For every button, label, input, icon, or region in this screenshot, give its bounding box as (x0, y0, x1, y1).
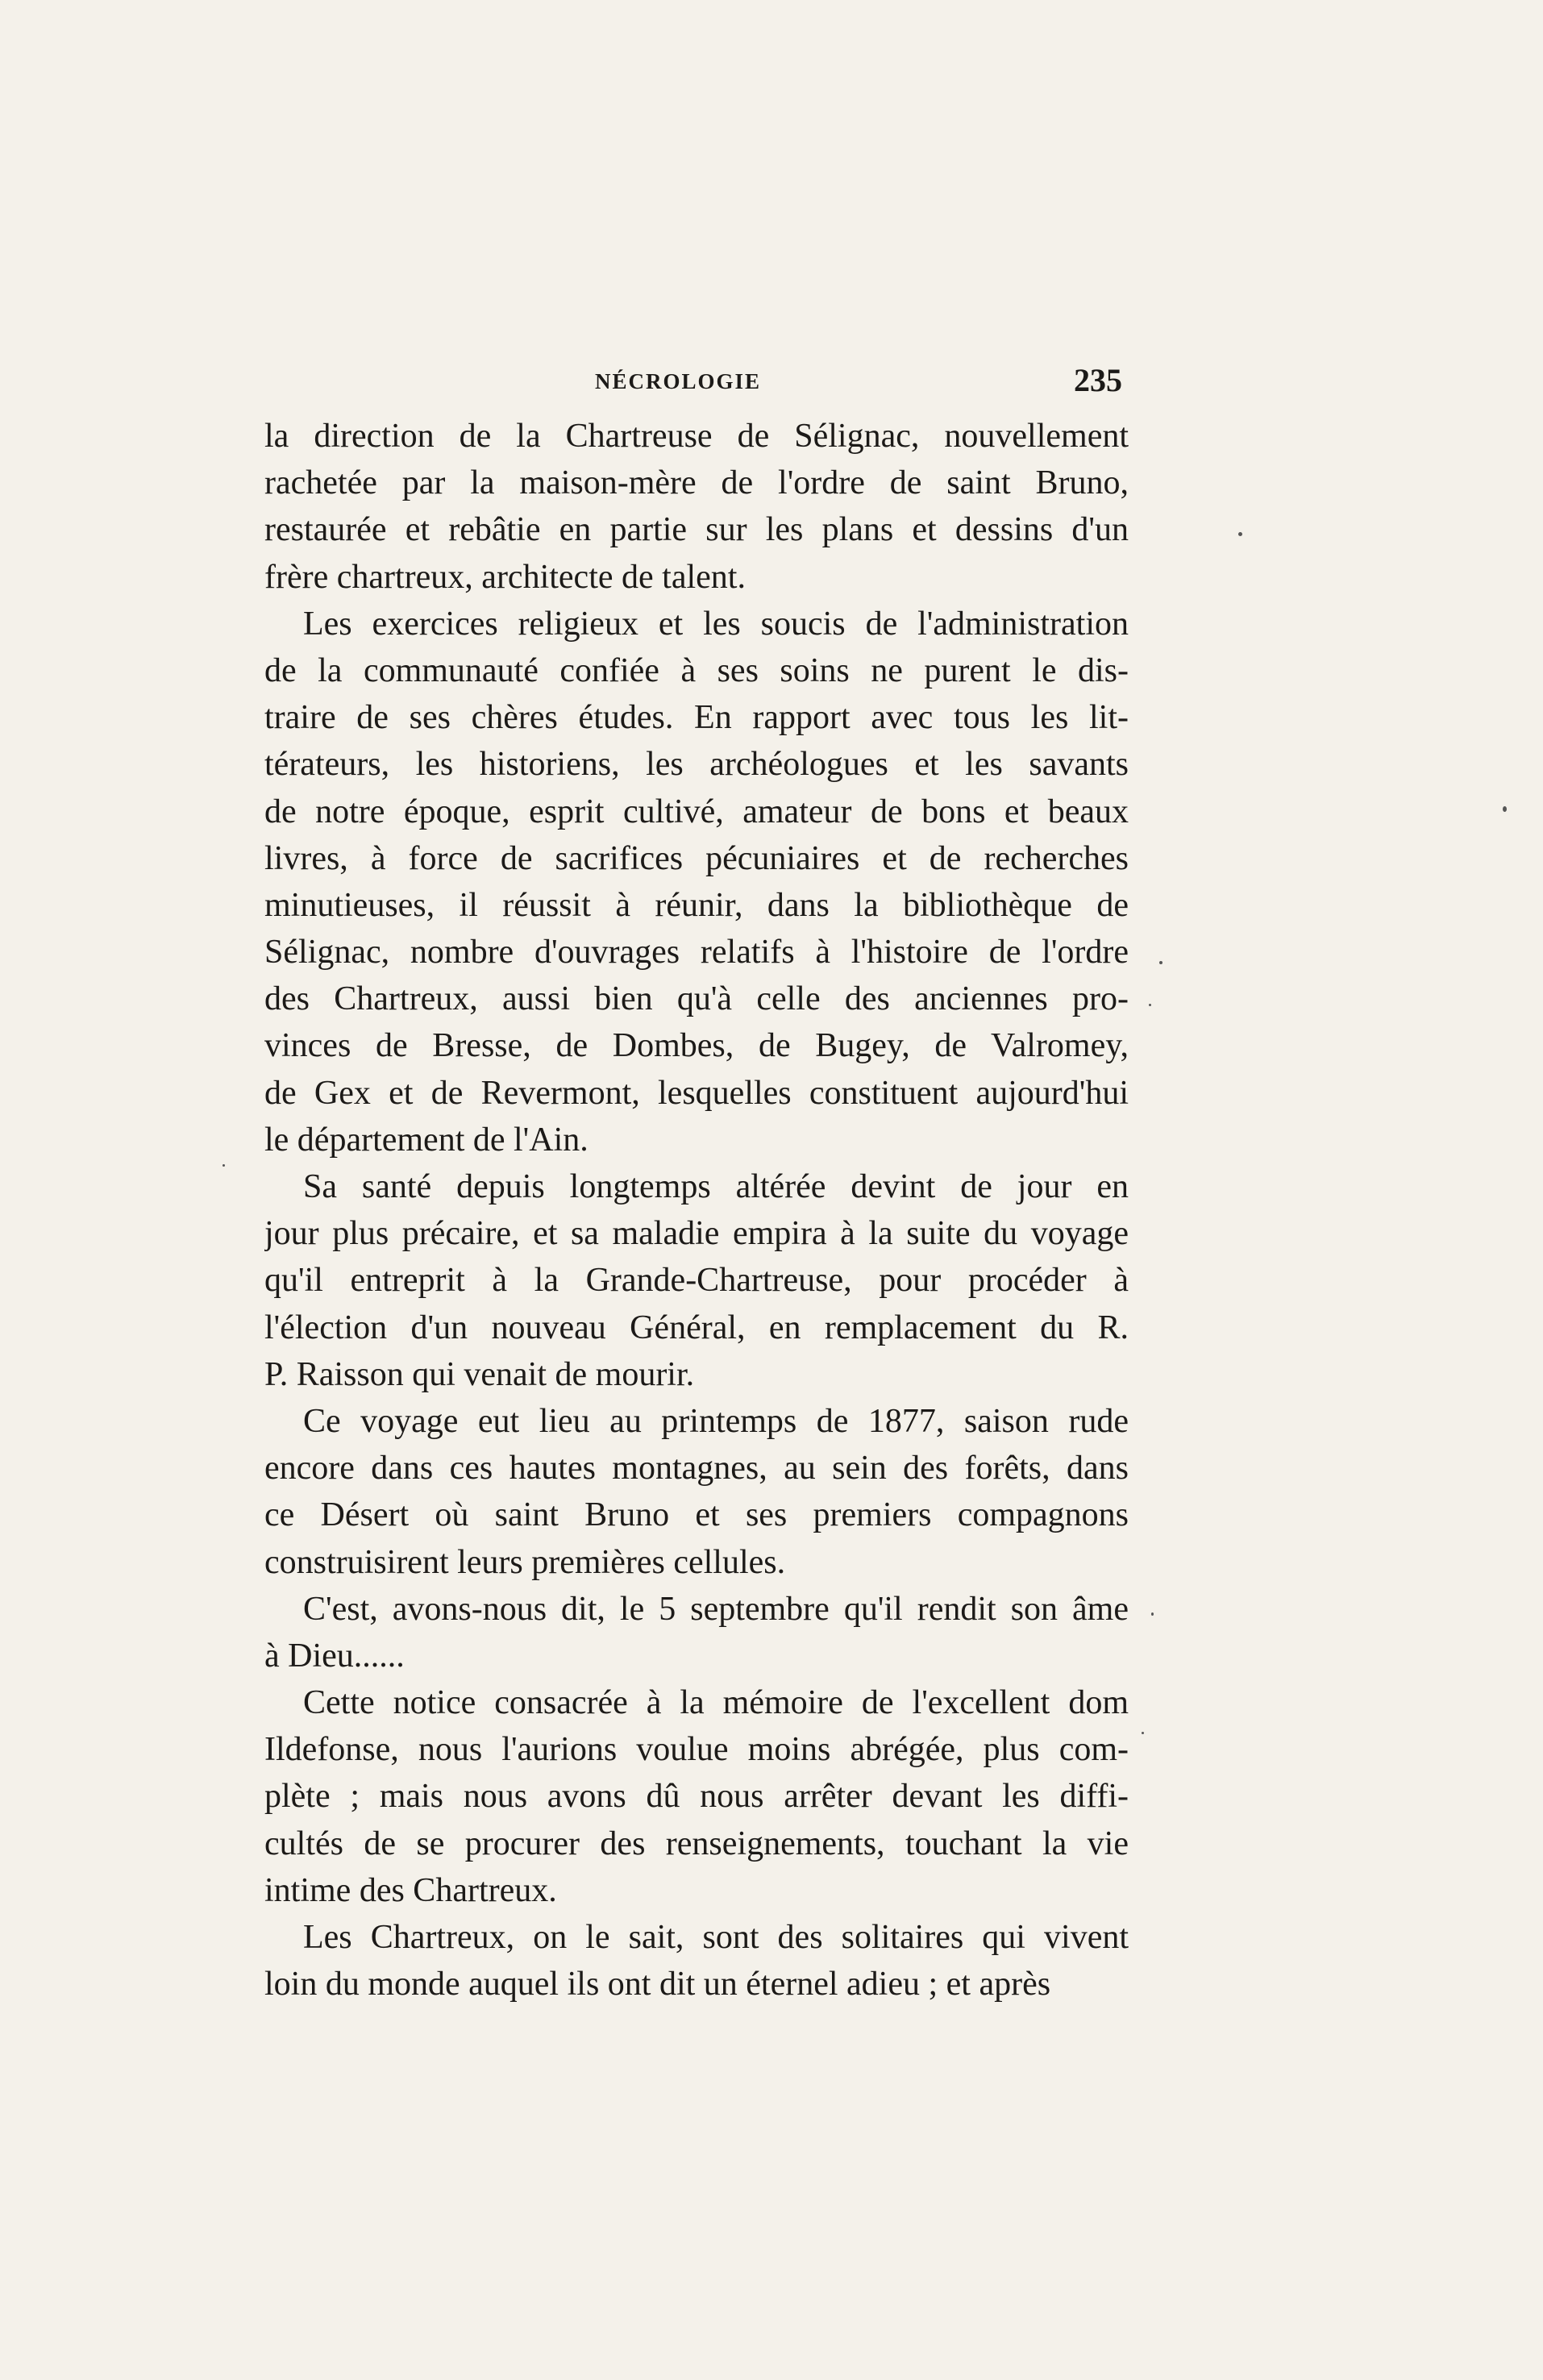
text-line: P. Raisson qui venait de mourir. (264, 1355, 695, 1393)
paper-speck (1159, 961, 1162, 964)
text-line: Les Chartreux, on le sait, sont des solitaires qui vivent (303, 1919, 1129, 1956)
paper-speck (1238, 532, 1242, 536)
text-line: à Dieu...... (264, 1637, 405, 1675)
text-line: traire de ses chères études. En rapport avec tous les lit- (264, 699, 1129, 737)
text-line: Les exercices religieux et les soucis de l'administration (303, 605, 1129, 643)
text-line: ce Désert où saint Bruno et ses premiers compagnons (264, 1496, 1129, 1534)
text-line: rachetée par la maison-mère de l'ordre de saint Bruno, (264, 464, 1129, 502)
running-head: NÉCROLOGIE (595, 369, 762, 393)
paper-speck (1149, 1004, 1151, 1006)
text-line: vinces de Bresse, de Dombes, de Bugey, de Valromey, (264, 1027, 1129, 1065)
text-line: livres, à force de sacrifices pécuniaires et de recherches (264, 839, 1129, 877)
text-line: de la communauté confiée à ses soins ne purent le dis- (264, 651, 1129, 689)
text-line: encore dans ces hautes montagnes, au sein des forêts, dans (264, 1450, 1129, 1488)
page-header (264, 361, 1138, 406)
page-number: 235 (1074, 362, 1122, 398)
text-line: térateurs, les historiens, les archéologues et les savants (264, 746, 1129, 784)
paper-speck (1151, 1612, 1154, 1616)
text-line: C'est, avons-nous dit, le 5 septembre qu'il rendit son âme (303, 1590, 1129, 1628)
text-line: Sa santé depuis longtemps altérée devint de jour en (303, 1168, 1129, 1205)
text-line: Sélignac, nombre d'ouvrages relatifs à l'histoire de l'ordre (264, 934, 1129, 972)
text-line: restaurée et rebâtie en partie sur les plans et dessins d'un (264, 511, 1129, 549)
text-line: cultés de se procurer des renseignements, touchant la vie (264, 1825, 1129, 1862)
text-line: le département de l'Ain. (264, 1121, 589, 1159)
text-line: de Gex et de Revermont, lesquelles constituent aujourd'hui (264, 1074, 1129, 1112)
text-line: de notre époque, esprit cultivé, amateur de bons et beaux (264, 793, 1129, 830)
text-line: intime des Chartreux. (264, 1871, 557, 1909)
text-line: minutieuses, il réussit à réunir, dans la bibliothèque de (264, 886, 1129, 924)
text-line: Cette notice consacrée à la mémoire de l'excellent dom (303, 1684, 1129, 1722)
text-line: plète ; mais nous avons dû nous arrêter devant les diffi- (264, 1778, 1129, 1816)
text-line: frère chartreux, architecte de talent. (264, 558, 746, 596)
text-line: Ce voyage eut lieu au printemps de 1877, saison rude (303, 1402, 1129, 1440)
text-line: l'élection d'un nouveau Général, en remplacement du R. (264, 1309, 1129, 1346)
text-line: construisirent leurs premières cellules. (264, 1543, 786, 1581)
text-line: Ildefonse, nous l'aurions voulue moins abrégée, plus com- (264, 1731, 1129, 1769)
body-text (264, 413, 1129, 2008)
text-line: des Chartreux, aussi bien qu'à celle des anciennes pro- (264, 980, 1129, 1018)
paper-speck (223, 1164, 225, 1167)
text-line: loin du monde auquel ils ont dit un éternel adieu ; et après (264, 1966, 1051, 2003)
paper-speck (1503, 806, 1507, 812)
text-line: jour plus précaire, et sa maladie empira à la suite du voyage (264, 1215, 1129, 1253)
text-line: la direction de la Chartreuse de Sélignac, nouvellement (264, 418, 1129, 455)
text-line: qu'il entreprit à la Grande-Chartreuse, pour procéder à (264, 1262, 1129, 1300)
paper-speck (1142, 1732, 1144, 1734)
